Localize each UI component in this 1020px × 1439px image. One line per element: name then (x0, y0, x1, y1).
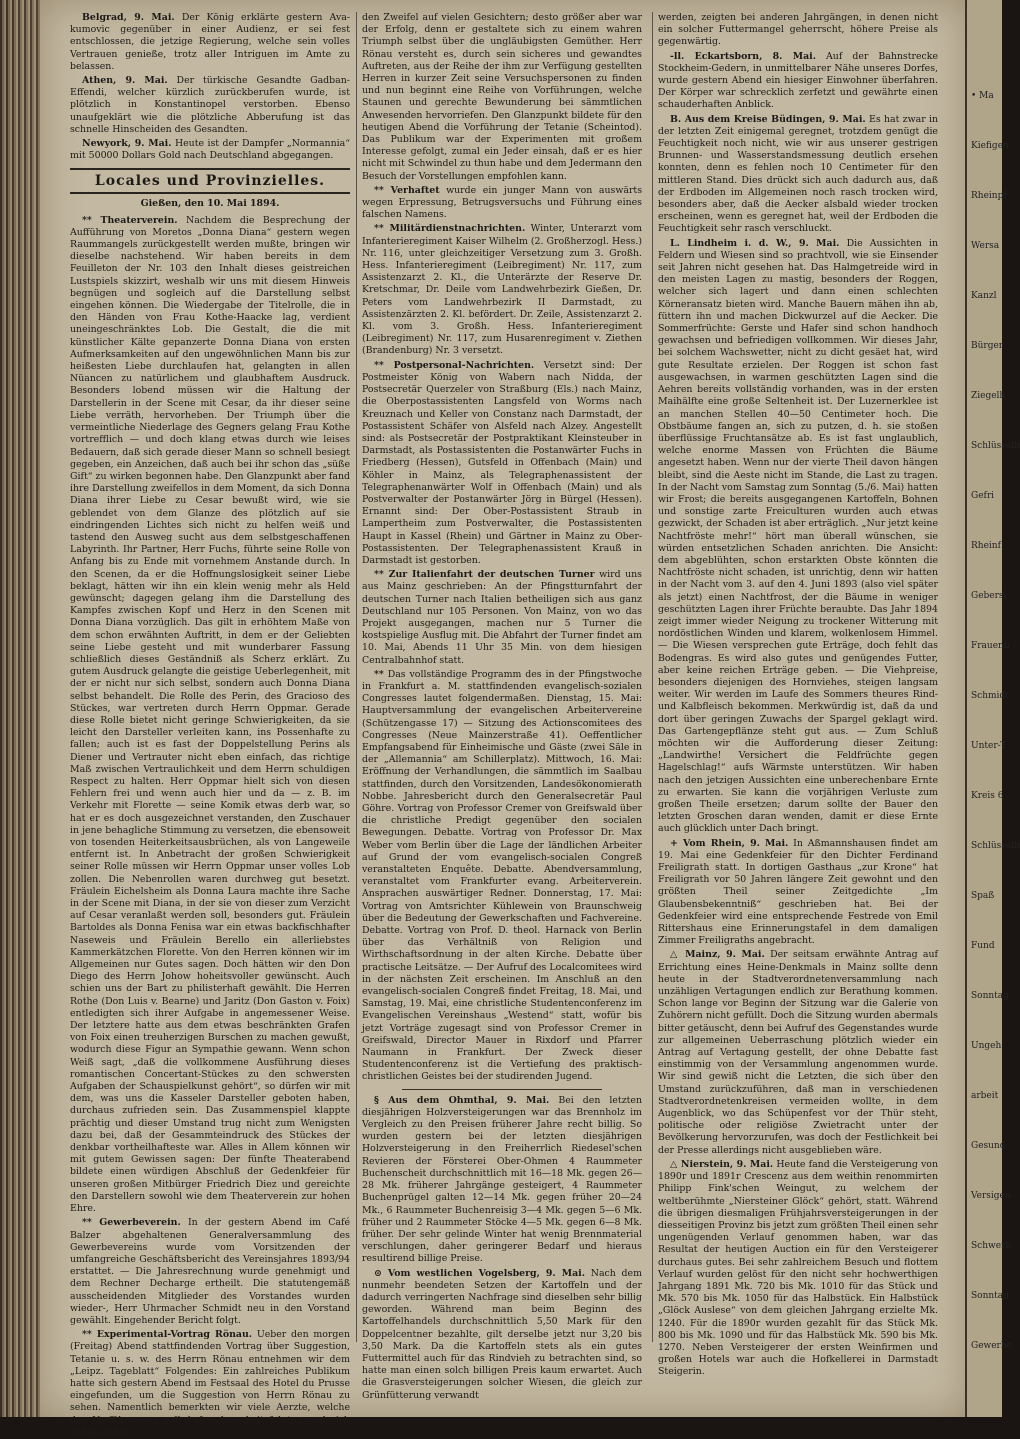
adjacent-page-fragment: Gefri (971, 491, 995, 501)
article-paragraph: L. Lindheim i. d. W., 9. Mai. Die Aussichten in Feldern und Wiesen sind so prachtvoll, wie sie Einsender seit Jahren nicht gesehen hat. Das Halmgetreide wird in den meisten Lagen zu mastig, besonders der Roggen, welcher sich lagert und dann einen schlechten Körneransatz bieten wird. Manche Bauern mähen ihn ab, füttern ihn und machen Dickwurzel auf die Aecker. Die Sommerfrüchte: Gerste und Hafer sind schon handhoch gewachsen und befriedigen vollkommen. Wir dieses Jahr, bei solchem Wachswetter, nicht zu dicht gesäet hat, wird gute Resultate erzielen. Der Roggen ist schon fast ausgewachsen, in warmen geschützten Lagen sind die Aehren bereits vollständig vorhanden, was in der ersten Maihälfte eine große Seltenheit ist. Der Luzernerklee ist an manchen Stellen 40—50 Centimeter hoch. Die Obstbäume fangen an, sich zu putzen, d. h. sie stoßen überflüssige Fruchtansätze ab. Es ist fast unglaublich, welche enorme Massen von Früchten die Bäume angesetzt haben. Wenn nur der vierte Theil davon hängen bleibt, sind die Aeste nicht im Stande, die Last zu tragen. In der Nacht vom Samstag zum Sonntag (5./6. Mai) hatten wir Frost; die bereits ausgegangenen Kartoffeln, Bohnen und sonstige zarte Freiculturen wurden auch etwas gezwickt, der Schaden ist aber erträglich. „Nur jetzt keine Nachtfröste mehr!“ hört man überall wünschen, sie würden entsetzlichen Schaden anrichten. Die Ansicht: dem abgeblühten, schon erstarkten Obste könnten die Nachtfröste nicht schaden, ist unrichtig, denn wir hatten in der Nacht vom 3. auf den 4. Juni 1893 (also viel später als jetzt) einen Nachtfrost, der die Bäume in weniger geschützten Lagen ihrer Früchte beraubte. Das Jahr 1894 zeigt immer wieder Neigung zu trockener Witterung mit nordöstlichen Winden und klarem, wolkenlosem Himmel. — Die Wiesen versprechen gute Erträge, doch fehlt das Bodengras. Es wird also gutes und genügendes Futter, aber keine reichen Erträge geben. — Die Viehpreise, besonders diejenigen des Hornviehes, steigen langsam weiter. Wir werden im Laufe des Sommers theures Rind- und Kalbfleisch bekommen. Merkwürdig ist, daß da und dort über geringen Zuwachs der Spargel geklagt wird. Das Gartengepflänze steht gut aus. — Zum Schluß möchten wir die Aufforderung dieser Zeitung: „Landwirthe! Versichert die Feldfrüchte gegen Hagelschlag!“ aufs Wärmste unterstützen. Wir haben nach den jetzigen Aussichten eine unberechenbare Ernte zu erwarten. Sie kann die vorjährigen Verluste zum großen Theile ersetzen; darum sollte der Bauer den letzten Groschen daran wenden, damit er diese Ernte auch glücklich unter Dach bringt. (658, 237, 939, 835)
adjacent-page-fragment: Bürger (971, 341, 1004, 351)
dateline: Gießen, den 10. Mai 1894. (140, 198, 280, 210)
adjacent-page-fragment: Ziegelh (971, 391, 1006, 401)
adjacent-page-fragment: Spaß (971, 891, 995, 901)
article-paragraph: ** Theaterverein. Nachdem die Besprechung der Aufführung von Moretos „Donna Diana“ gestern wegen Raummangels zurückgestellt werden mußte, bringen wir dieselbe nachstehend. Wir haben bereits in dem Feuilleton der Nr. 103 den Inhalt dieses geistreichen Lustspiels skizzirt, weshalb wir uns mit diesem Hinweis begnügen und sogleich auf die Darstellung selbst eingehen können. Die Wiedergabe der Titelrolle, die in den Händen von Frau Kothe-Haacke lag, verdient uneingeschränktes Lob. Die Gestalt, die die mit künstlicher Kälte gepanzerte Donna Diana von ersten Aufmerksamkeiten auf den ungewöhnlichen Mann bis zur heißesten Liebe durchlaufen hat, gelangten in allen Nüancen zu natürlichem und glaubhaftem Ausdruck. Besonders lobend müssen wir die Haltung der Darstellerin in der Scene mit Cesar, da ihr dieser seine Liebe verräth, hervorheben. Der Triumph über die vermeintliche Niederlage des Gegners gelang Frau Kothe vortrefflich — und doch klang etwas durch wie leises Bedauern, daß sich gerade dieser Mann so schnell besiegt gegeben, ein Anzeichen, daß auch bei ihr schon das „süße Gift“ zu wirken begonnen habe. Den Glanzpunkt aber fand ihre Darstellung zweifellos in dem Moment, da sich Donna Diana ihrer Liebe zu Cesar bewußt wird, wie sie geblendet von dem Glanze des plötzlich auf sie eindringenden Lichtes sich nicht zu helfen weiß und tastend den Ausweg sucht aus dem selbstgeschaffenen Labyrinth. Ihr Partner, Herr Fuchs, führte seine Rolle von Anfang bis zu Ende mit vornehmem Anstande durch. In den Scenen, da er die Hoffnungslosigkeit seiner Liebe beklagt, hätten wir ihn ein klein wenig mehr als Held gewünscht; dagegen gelang ihm die Darstellung des Kampfes zwischen Kopf und Herz in den Scenen mit Donna Diana vorzüglich. Das gilt in erhöhtem Maße von dem schon erwähnten Auftritt, in dem er der Geliebten seine Liebe gesteht und mit wunderbarer Fassung schließlich dieses Geständniß als Scherz erklärt. Zu gutem Ausdruck gelangte die geistige Ueberlegenheit, mit der er nicht nur sich selbst, sondern auch Donna Diana selbst behandelt. Die Rolle des Perin, des Gracioso des Stückes, war vertreten durch Herrn Oppmar. Gerade diese Rolle bietet nicht geringe Schwierigkeiten, da sie leicht den Darsteller verleiten kann, ins Possenhafte zu fallen; auch ist es fast der Doppelstellung Perins als Diener und Vertrauter nicht eben einfach, das richtige Maß zwischen Vertraulichkeit und dem Herrn schuldigen Respect zu halten. Herr Oppmar hielt sich von diesen Fehlern frei und wenn auch hier und da — z. B. im Verkehr mit Florette — seine Komik etwas derb war, so hat er es doch ausgezeichnet verstanden, den Zuschauer in jene behagliche Stimmung zu versetzen, die ebensoweit von tosenden Heiterkeitsausbrüchen, als von Langeweile entfernt ist. In Anbetracht der großen Schwierigkeit seiner Rolle müssen wir Herrn Oppmar unser volles Lob zollen. Die Nebenrollen waren durchweg gut besetzt. Fräulein Eichelsheim als Donna Laura machte ihre Sache in der Scene mit Diana, in der sie von dieser zum Verzicht auf Cesar veranlaßt werden soll, besonders gut. Fräulein Bartoldes als Donna Fenisa war ein etwas backfischhafter Naseweis und Fräulein Berello ein allerliebstes Kammerkätzchen Florette. Von den Herren können wir im Allgemeinen nur Gutes sagen. Doch hätten wir den Don Diego des Herrn Johow hoheitsvoller gewünscht. Auch schien uns der Bart zu philisterhaft gewählt. Die Herren Rothe (Don Luis v. Bearne) und Jaritz (Don Gaston v. Foix) entledigten sich ihrer Aufgabe in angemessener Weise. Der letztere hatte aus dem etwas beschränkten Grafen von Foix einen treuherzigen Burschen zu machen gewußt, wodurch diese Figur an Sympathie gewann. Wenn schon Weiß sagt, „daß die vollkommene Ausführung dieses romantischen Concertant-Stückes zu den schwersten Aufgaben der Schauspielkunst gehört“, so dürfen wir mit dem, was uns die Kasseler Darsteller geboten haben, durchaus zufrieden sein. Das Zusammenspiel klappte prächtig und dieser Umstand trug nicht zum Wenigsten dazu bei, daß der Gesammteindruck des Stückes der denkbar vortheilhafteste war. Alles in Allem können wir mit gutem Gewissen sagen: Der fünfte Theaterabend bildete einen würdigen Abschluß der Gedenkfeier für unseren großen Mitbürger Friedrich Diez und gereichte den Darstellern sowohl wie dem Theaterverein zur hohen Ehre. (70, 214, 351, 1215)
article-paragraph: ⊙ Vom westlichen Vogelsberg, 9. Mai. Nach dem nunmehr beendeten Setzen der Kartoffeln und der dadurch verringerten Nachfrage sind dieselben sehr billig geworden. Während man beim Beginn des Kartoffelhandels durchschnittlich 5,50 Mark für den Doppelcentner bezahlte, gilt derselbe jetzt nur 3,20 bis 3,50 Mark. Da die Kartoffeln stets als ein gutes Futtermittel auch für das Rindvieh zu betrachten sind, so hatte man einen solch billigen Preis kaum erwartet. Auch die Grasversteigerungen solcher Wiesen, die gleich zur Grünfütterung verwandt (362, 1267, 642, 1401)
column-1 (70, 12, 351, 1438)
article-paragraph: werden, zeigten bei anderen Jahrgängen, in denen nicht ein solcher Futtermangel geherrscht, höhere Preise als gegenwärtig. (658, 12, 938, 48)
article-divider (402, 1089, 602, 1090)
article-paragraph: ** Experimental-Vortrag Rönau. Ueber den morgen (Freitag) Abend stattfindenden Vortrag über Suggestion, Tetanie u. s. w. des Herrn Rönau entnehmen wir dem „Leipz. Tageblatt“ Folgendes: Ein zahlreiches Publikum hatte sich gestern Abend im Festsaal des Hotel du Prusse eingefunden, um die Suggestion von Herrn Rönau zu sehen. Namentlich bemerkten wir viele Aerzte, welche den Vorführungen voll Aufmerksamkeit folgten und sich auf manchen (70, 1329, 350, 1438)
adjacent-page-fragment: Fund (971, 941, 995, 951)
article-paragraph: den Zweifel auf vielen Gesichtern; desto größer aber war der Erfolg, denn er gestaltete sich zu einem wahren Triumph selbst über die ungläubigsten Gemüther. Herr Rönau versteht es, durch sein sicheres und gewandtes Auftreten, aus der Reihe der ihm zur Verfügung gestellten Herren in kurzer Zeit seine Versuchspersonen zu finden und nun beginnt eine Reihe von Vorführungen, welche Staunen und gerechte Bewunderung bei sämmtlichen Anwesenden hervorriefen. Den Glanzpunkt bildete für den heutigen Abend die Vorführung der Tetanie (Scheintod). Das Publikum war der Experimenten mit großem Interesse gefolgt, zumal ein Jeder einsah, daß er es hier nicht mit Schwindel zu thun habe und dem Jedermann den Besuch der Vorstellungen empfohlen kann. (362, 12, 642, 182)
article-paragraph: ** Gewerbeverein. In der gestern Abend im Café Balzer abgehaltenen Generalversammlung des Gewerbevereins wurde vom Vorsitzenden der umfangreiche Geschäftsbericht des Vereinsjahres 1893/94 erstattet. — Die Jahresrechnung wurde genehmigt und dem Rechner Decharge ertheilt. Die statutengemäß ausscheidenden Mitglieder des Vorstandes wurden wieder-, Herr Uhrmacher Schmidt neu in den Vorstand gewählt. Eingehender Bericht folgt. (70, 1217, 350, 1326)
adjacent-page-fragment: Sonntag (971, 991, 1009, 1001)
adjacent-page-fragment: • Ma (971, 91, 994, 101)
article-paragraph: ** Militärdienstnachrichten. Winter, Unterarzt vom Infanterieregiment Kaiser Wilhelm (2. Großherzogl. Hess.) Nr. 116, unter gleichzeitiger Versetzung zum 3. Großh. Hess. Infanterieregiment (Leibregiment) Nr. 117, zum Assistenzarzt 2. Kl., die Unterärzte der Reserve Dr. Kretschmar, Dr. Deile vom Landwehrbezirk Gießen, Dr. Peters vom Landwehrbezirk II Darmstadt, zu Assistenzärzten 2. Kl. befördert. Dr. Zeile, Assistenzarzt 2. Kl. vom 3. Großh. Hess. Infanterieregiment (Leibregiment) Nr. 117, zum Husarenregiment v. Ziethen (Brandenburg) Nr. 3 versetzt. (362, 223, 643, 357)
adjacent-page-fragment: Gewerbe (971, 1341, 1012, 1351)
book-spine (0, 0, 42, 1417)
article-paragraph: B. Aus dem Kreise Büdingen, 9. Mai. Es hat zwar in der letzten Zeit einigemal geregnet, trotzdem genügt die Feuchtigkeit noch nicht, wie wir aus unserer gestrigen Brunnen- und Wasserstandsmessung deutlich ersehen konnten, denn es fehlen noch 10 Centimeter für den mittleren Stand. Dies drückt sich auch dadurch aus, daß der Erdboden im Allgemeinen noch rasch trocken wird, besonders aber, daß die Aecker alsbald wieder trocken erscheinen, wenn es geregnet hat, weil der Erdboden die Feuchtigkeit sehr rasch verschluckt. (658, 113, 939, 235)
adjacent-page-fragment: Schlüsselb (971, 841, 1020, 851)
article-paragraph: ** Das vollständige Programm des in der Pfingstwoche in Frankfurt a. M. stattfindenden evangelisch-sozialen Congresses lautet folgendermaßen. Dienstag, 15. Mai: Hauptversammlung der evangelischen Arbeitervereine (Schützengasse 17) — Sitzung des Actionscomitees des Congresses (Neue Mainzerstraße 41). Oeffentlicher Empfangsabend für Einheimische und Gäste (zwei Säle in der „Allemannia“ am Schillerplatz). Mittwoch, 16. Mai: Eröffnung der Verhandlungen, die sämmtlich im Saalbau stattfinden, durch den Vorsitzenden, Landesökonomierath Nobbe. Jahresbericht durch den Generalsecretär Paul Göhre. Vortrag von Professor Cremer von Greifswald über die christliche Predigt gegenüber den socialen Bewegungen. Debatte. Vortrag von Professor Dr. Max Weber vom Berlin über die Lage der ländlichen Arbeiter auf Grund der vom evangelisch-socialen Congreß veranstalteten Enquête. Debatte. Abendversammlung, veranstaltet vom Frankfurter evang. Arbeiterverein. Ansprachen auswärtiger Redner. Donnerstag, 17. Mai: Vortrag von Amtsrichter Kühlewein von Braunschweig über die Bedeutung der Gewerkschaften und Fachvereine. Debatte. Vortrag von Prof. D. theol. Harnack von Berlin über das Verhältniß von Religion und Wirthschaftsordnung in der alten Kirche. Debatte über practische Leitsätze. — Der Aufruf des Localcomitees wird in der nächsten Zeit erscheinen. Im Anschluß an den evangelisch-socialen Congreß findet Freitag, 18. Mai, und Samstag, 19. Mai, eine christliche Studentenconferenz im Evangelischen Vereinshaus „Westend“ statt, wofür bis jetzt Vorträge zugesagt sind von Professor Cremer in Greifswald, Director Mauer in Rixdorf und Pfarrer Naumann in Frankfurt. Der Zweck dieser Studentenconferenz ist die Vertiefung des praktisch-christlichen Geistes bei der studirenden Jugend. (362, 668, 642, 1083)
adjacent-page-fragment: Unter-T (971, 741, 1007, 751)
section-title: Locales und Provinzielles. (70, 168, 350, 194)
article-paragraph: ** Zur Italienfahrt der deutschen Turner wird uns aus Mainz geschrieben: An der Pfingstturnfahrt der deutschen Turner nach Italien betheiligen sich aus ganz Deutschland nur 105 Personen. Von Mainz, von wo das Projekt ausgegangen, machen nur 5 Turner die kostspielige Ausflug mit. Die Abfahrt der Turner findet am 10. Mai, Abends 11 Uhr 35 Min. von dem hiesigen Centralbahnhof statt. (362, 569, 642, 666)
adjacent-page-fragment: Gesund (971, 1141, 1006, 1151)
adjacent-page-fragment: Kreis 6 (971, 791, 1004, 801)
adjacent-page-fragment: Versigen (971, 1191, 1011, 1201)
adjacent-page-fragment: Kiefigen (971, 141, 1009, 151)
adjacent-page-fragment: Kanzl (971, 291, 997, 301)
adjacent-page-fragment: Wersa (971, 241, 1000, 251)
adjacent-page-fragment: Sonntag (971, 1291, 1009, 1301)
news-item: Belgrad, 9. Mai. Der König erklärte gestern Ava-kumovic gegenüber in einer Audienz, er sei fest entschlossen, die jetzige Regierung, welche sein volles Vertrauen genieße, trotz aller Intriguen im Amte zu belassen. (70, 12, 350, 72)
column-3 (658, 12, 939, 1378)
article-paragraph: ** Postpersonal-Nachrichten. Versetzt sind: Der Postmeister König von Wabern nach Nidda, der Postsecretär Querzeler von Straßburg (Els.) nach Mainz, die Oberpostassistenten Langsfeld von Worms nach Kreuznach und Keller von Constanz nach Darmstadt, der Postassistent Schäfer von Alsfeld nach Alzey. Angestellt sind: als Postsecretär der Postpraktikant Kleinsteuber in Darmstadt, als Postassistenten die Postanwärter Fuchs in Friedberg (Hessen), Gutsfeld in Offenbach (Main) und Köhler in Mainz, als Telegraphenassistent der Telegraphenanwärter Wolf in Offenbach (Main) und als Postverwalter der Postanwärter Jörg in Bürgel (Hessen). Ernannt sind: Der Ober-Postassistent Straub in Lampertheim zum Postverwalter, die Postassistenten Haupt in Kassel (Rhein) und Gärtner in Mainz zu Ober-Postassistenten. Der Telegraphenassistent Krauß in Darmstadt ist gestorben. (362, 359, 642, 566)
adjacent-page-fragment: Rheinpf (971, 191, 1007, 201)
column-rule (652, 12, 653, 1342)
adjacent-page-fragment: Schwerh (971, 1241, 1012, 1251)
adjacent-page-fragment: Ungeh (971, 1041, 1002, 1051)
column-2 (362, 12, 643, 1401)
adjacent-page-fragment: Gebersi (971, 591, 1007, 601)
adjacent-page-fragment: Schmidt (971, 691, 1009, 701)
article-paragraph: △ Mainz, 9. Mai. Der seitsam erwähnte Antrag auf Errichtung eines Heine-Denkmals in Mainz sollte denn heute in der Stadtverordnetenversammlung nach unzähligen Vertagungen endlich zur Berathung kommen. Schon lange vor Beginn der Sitzung war die Galerie von Zuhörern nicht gefüllt. Doch die Sitzung wurden abermals bitter getäuscht, denn bei Aufruf des Gegenstandes wurde zur allgemeinen Ueberraschung plötzlich wieder ein Antrag auf Vertagung gestellt, der ohne Debatte fast einstimmig von der Versammlung angenommen wurde. Wir sind gewiß nicht die Letzten, die sich über den Umstand zurückzuführen, daß man in verschiedenen Stadtverordnetenkreisen vermeiden wollte, in dem Augenblick, wo das Schüpenfest vor der Thür steht, politische oder religiöse Zwietracht unter der Bevölkerung hervorzurufen, was doch der Festlichkeit bei der Presse allerdings nicht ausgeblieben wäre. (658, 949, 939, 1156)
column-rule (356, 12, 357, 1342)
article-paragraph: △ Nierstein, 9. Mai. Heute fand die Versteigerung von 1890r und 1891r Crescenz aus dem weithin renommirten Philipp Fink'schen Weingut, zu welchem der weltberühmte „Niersteiner Glöck“ gehört, statt. Während die übrigen diesmaligen Frühjahrsversteigerungen in der diesseitigen Provinz bis jetzt zum größten Theil einen sehr ungenügenden Verlauf genommen haben, war das Resultat der heutigen Auction ein für den Versteigerer durchaus gutes. Bei sehr zahlreichem Besuch und flottem Verlauf wurden gelöst für den nicht sehr hochwerthigen Jahrgang 1891 Mk. 720 bis Mk. 1010 für das Stück und Mk. 570 bis Mk. 1050 für das Halbstück. Ein Halbstück „Glöck Auslese“ von dem gleichen Jahrgang erzielte Mk. 1240. Für die 1890r wurden gezahlt für das Stück Mk. 800 bis Mk. 1090 und für das Halbstück Mk. 590 bis Mk. 1270. Neben Versteigerer der ersten Weinfirmen und großen Hotels war auch die Hofkellerei in Darmstadt Steigerin. (658, 1158, 938, 1378)
news-item: Newyork, 9. Mai. Heute ist der Dampfer „Normannia“ mit 50000 Dollars Gold nach Deutschland abgegangen. (70, 138, 350, 162)
article-paragraph: ** Verhaftet wurde ein junger Mann von auswärts wegen Erpressung, Betrugsversuchs und Führung eines falschen Namens. (362, 184, 643, 221)
adjacent-page-fragment: Frauenb (971, 641, 1010, 651)
adjacent-page-fragment: Schlüsselb (971, 441, 1020, 451)
adjacent-page-fragment: arbeit (971, 1091, 999, 1101)
article-paragraph: § Aus dem Ohmthal, 9. Mai. Bei den letzten diesjährigen Holzversteigerungen war das Brennholz im Vergleich zu den Preisen früherer Jahre recht billig. So wurden gestern bei der letzten diesjährigen Holzversteigerung in den Freiherrlich Riedesel'schen Revieren der Försterei Ober-Ohmen 4 Raummeter Buchenscheit durchschnittlich mit 16—18 Mk. gegen 26—28 Mk. früherer Jahrgänge gesteigert, 4 Raummeter Buchenprügel galten 12—14 Mk. gegen früher 20—24 Mk., 6 Raummeter Buchenreisig 3—4 Mk. gegen 5—6 Mk. früher und 2 Raummeter Stöcke 4—5 Mk. gegen 6—8 Mk. früher. Der sehr gelinde Winter hat wenig Brennmaterial verschlungen, daher geringerer Bedarf und hieraus resultirend billige Preise. (362, 1094, 642, 1265)
article-paragraph: + Vom Rhein, 9. Mai. In Aßmannshausen findet am 19. Mai eine Gedenkfeier für den Dichter Ferdinand Freiligrath statt. In dortigen Gasthaus „zur Krone“ hat Freiligrath vor 50 Jahren längere Zeit gewohnt und den größten Theil seiner Zeitgedichte „Im Glaubensbekenntniß“ geschrieben hat. Bei der Gedenkfeier wird eine entsprechende Festrede von Emil Rittershaus eine Erinnerungstafel in dem damaligen Zimmer Freiligraths angebracht. (658, 837, 938, 947)
adjacent-page-edge (965, 0, 1020, 1417)
adjacent-page-fragment: Rheinf (971, 541, 1001, 551)
news-item: Athen, 9. Mai. Der türkische Gesandte Gadban-Effendi, welcher kürzlich zurückberufen wurde, ist plötzlich in Konstantinopel verstorben. Ebenso unaufgeklärt wie die plötzliche Abberufung ist das schnelle Hinscheiden des Gesandten. (70, 75, 350, 135)
article-paragraph: -ll. Eckartsborn, 8. Mai. Auf der Bahnstrecke Stockheim-Gedern, in unmittelbarer Nähe unseres Dorfes, wurde gestern Abend ein hiesiger Einwohner überfahren. Der Körper war schrecklich zerfetzt und gewährte einen schauderhaften Anblick. (658, 50, 938, 111)
